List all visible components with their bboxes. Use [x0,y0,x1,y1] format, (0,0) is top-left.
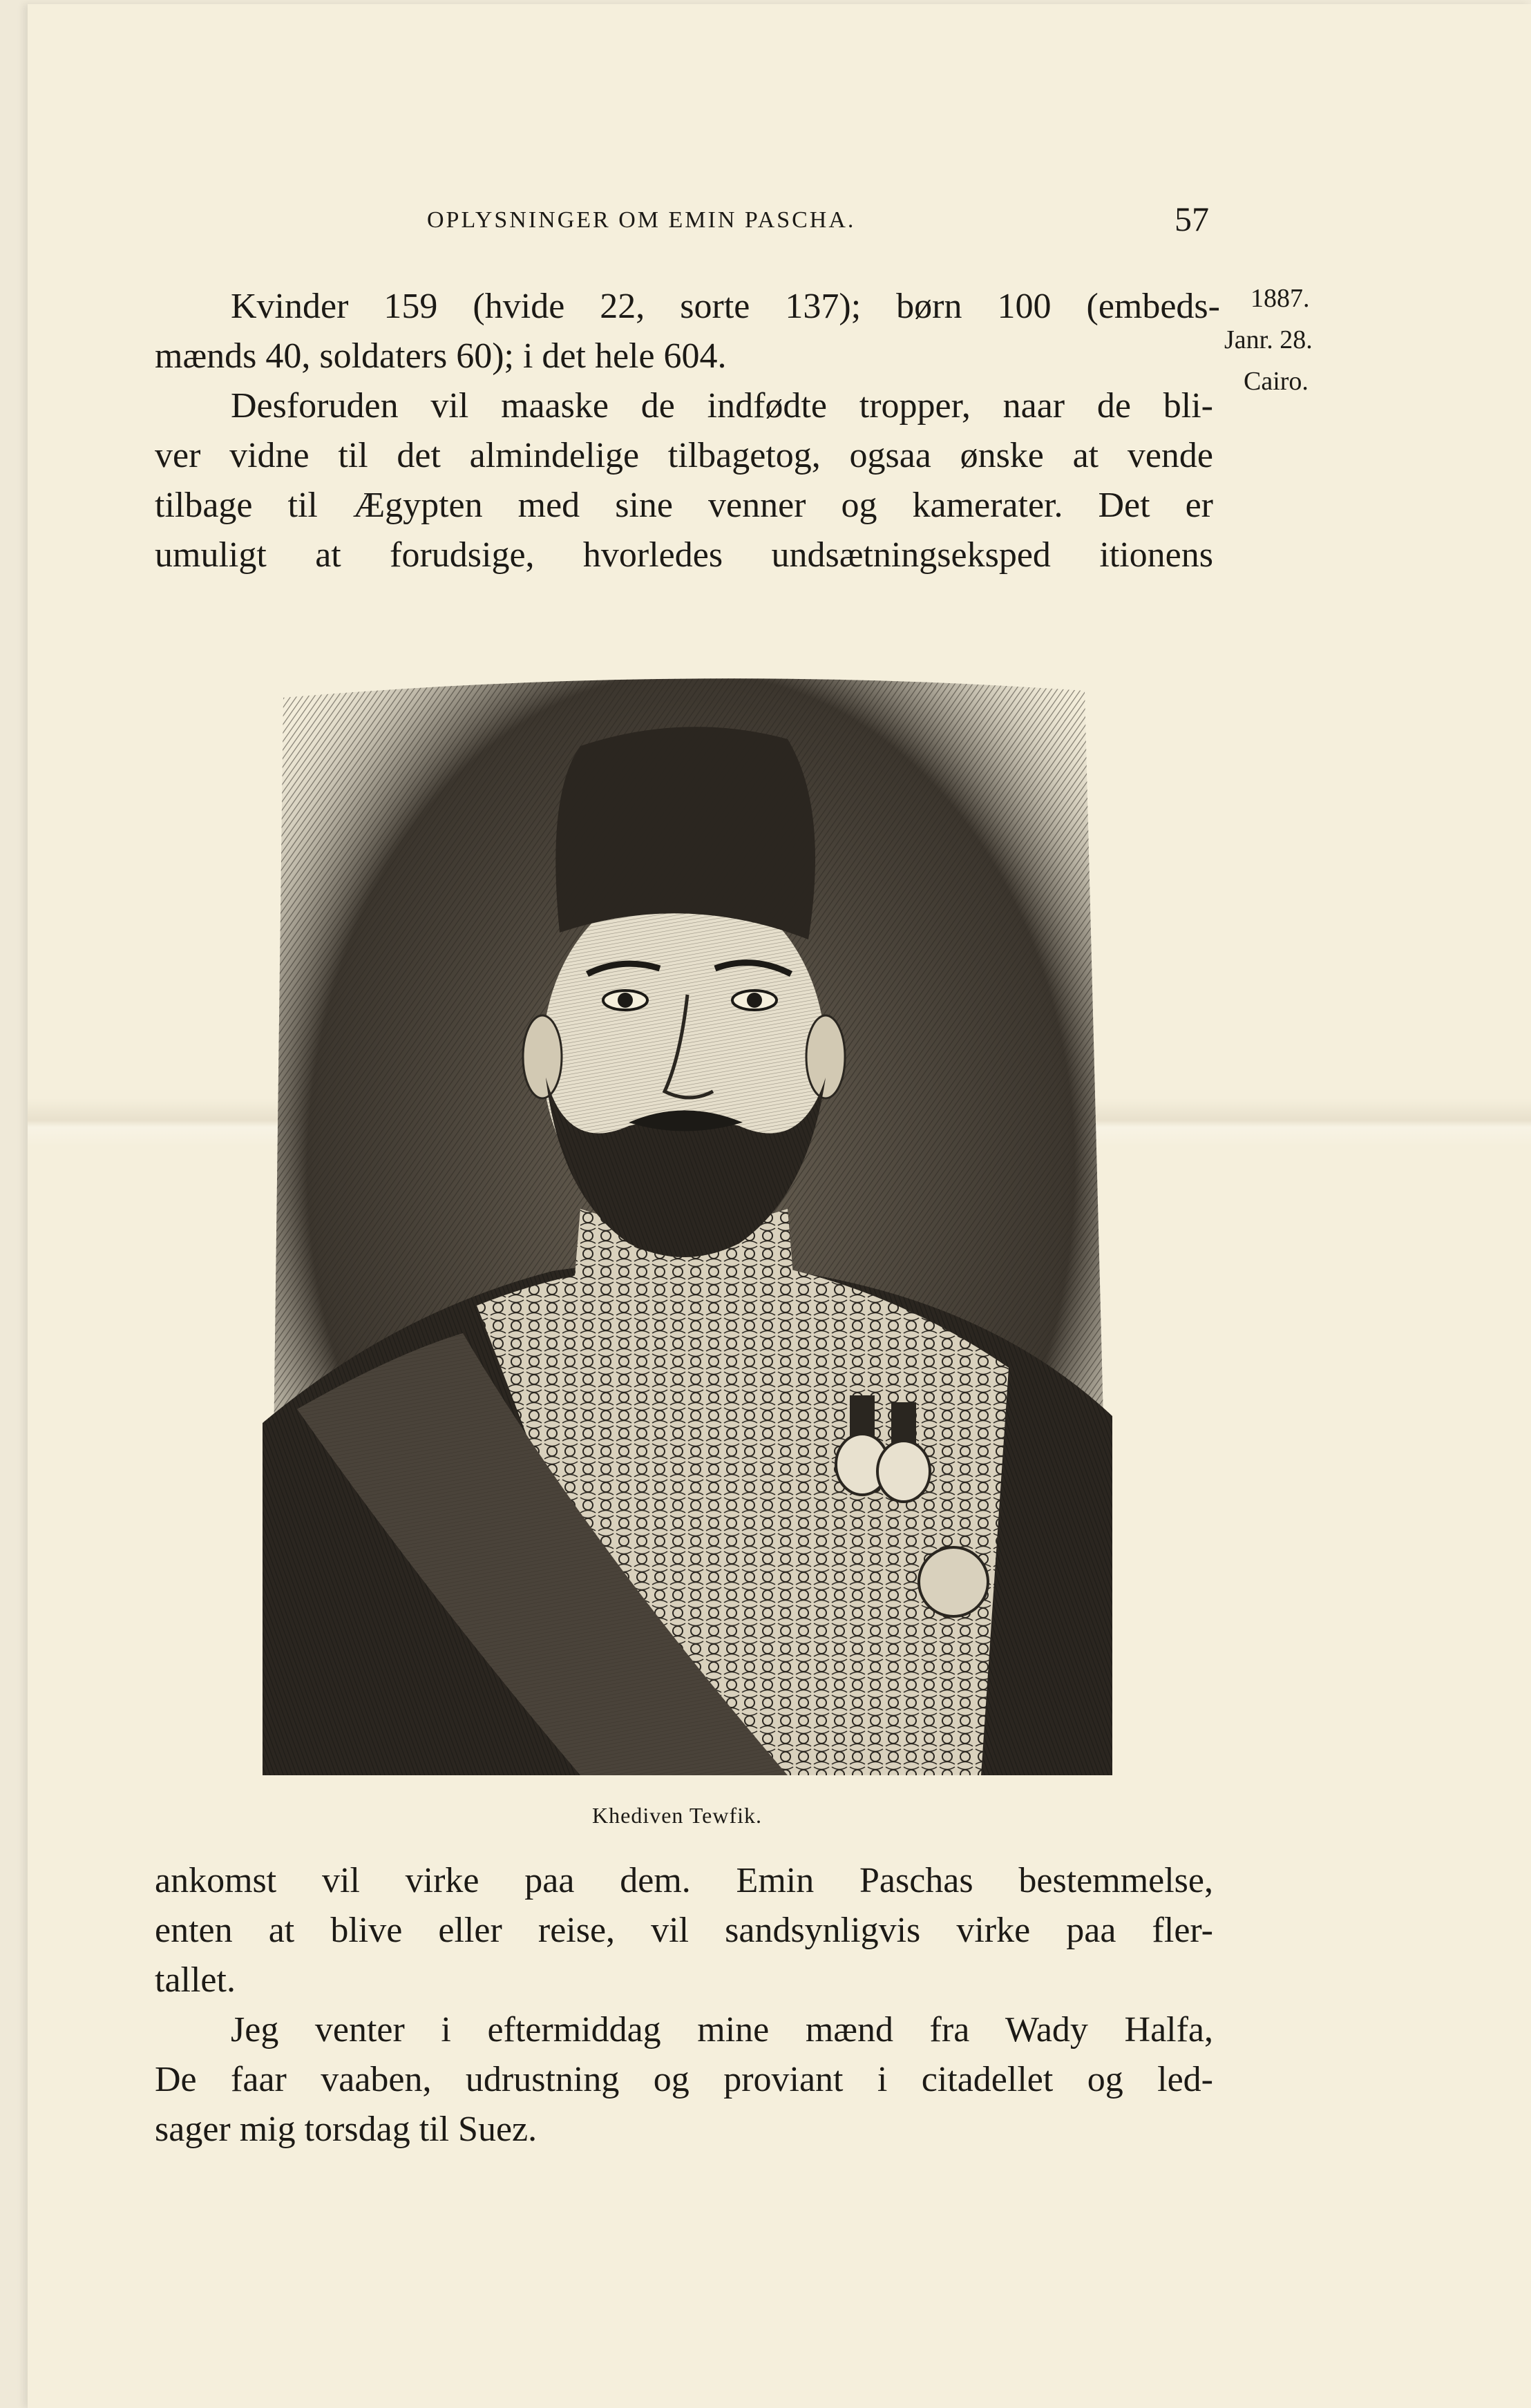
portrait-engraving [256,670,1126,1779]
text-line: Kvinder 159 (hvide 22, sorte 137); børn 100 (embeds- [231,287,1220,326]
running-head: OPLYSNINGER OM EMIN PASCHA. [427,207,856,233]
page-number: 57 [1175,200,1209,238]
margin-note-year: 1887. [1251,284,1310,313]
text-line: enten at blive eller reise, vil sandsynligvis virke paa fler- [155,1911,1213,1950]
text-line: Jeg venter i eftermiddag mine mænd fra Wady Halfa, [231,2010,1213,2049]
text-line: ankomst vil virke paa dem. Emin Paschas bestemmelse, [155,1861,1213,1900]
figure-caption: Khediven Tewfik. [592,1803,762,1828]
portrait-illustration [256,670,1126,1779]
margin-note-date: Janr. 28. [1224,325,1313,354]
text-line: ver vidne til det almindelige tilbagetog, ogsaa ønske at vende [155,436,1213,475]
text-line: tallet. [155,1960,236,2000]
text-line: tilbage til Ægypten med sine venner og kamerater. Det er [155,486,1213,525]
text-line: Desforuden vil maaske de indfødte tropper, naar de bli- [231,386,1213,426]
text-line: sager mig torsdag til Suez. [155,2110,538,2149]
text-line: De faar vaaben, udrustning og proviant i citadellet og led- [155,2060,1213,2099]
margin-note-place: Cairo. [1244,367,1309,396]
text-line: umuligt at forudsige, hvorledes undsætningseksped itionens [155,535,1213,575]
text-line: mænds 40, soldaters 60); i det hele 604. [155,336,727,376]
